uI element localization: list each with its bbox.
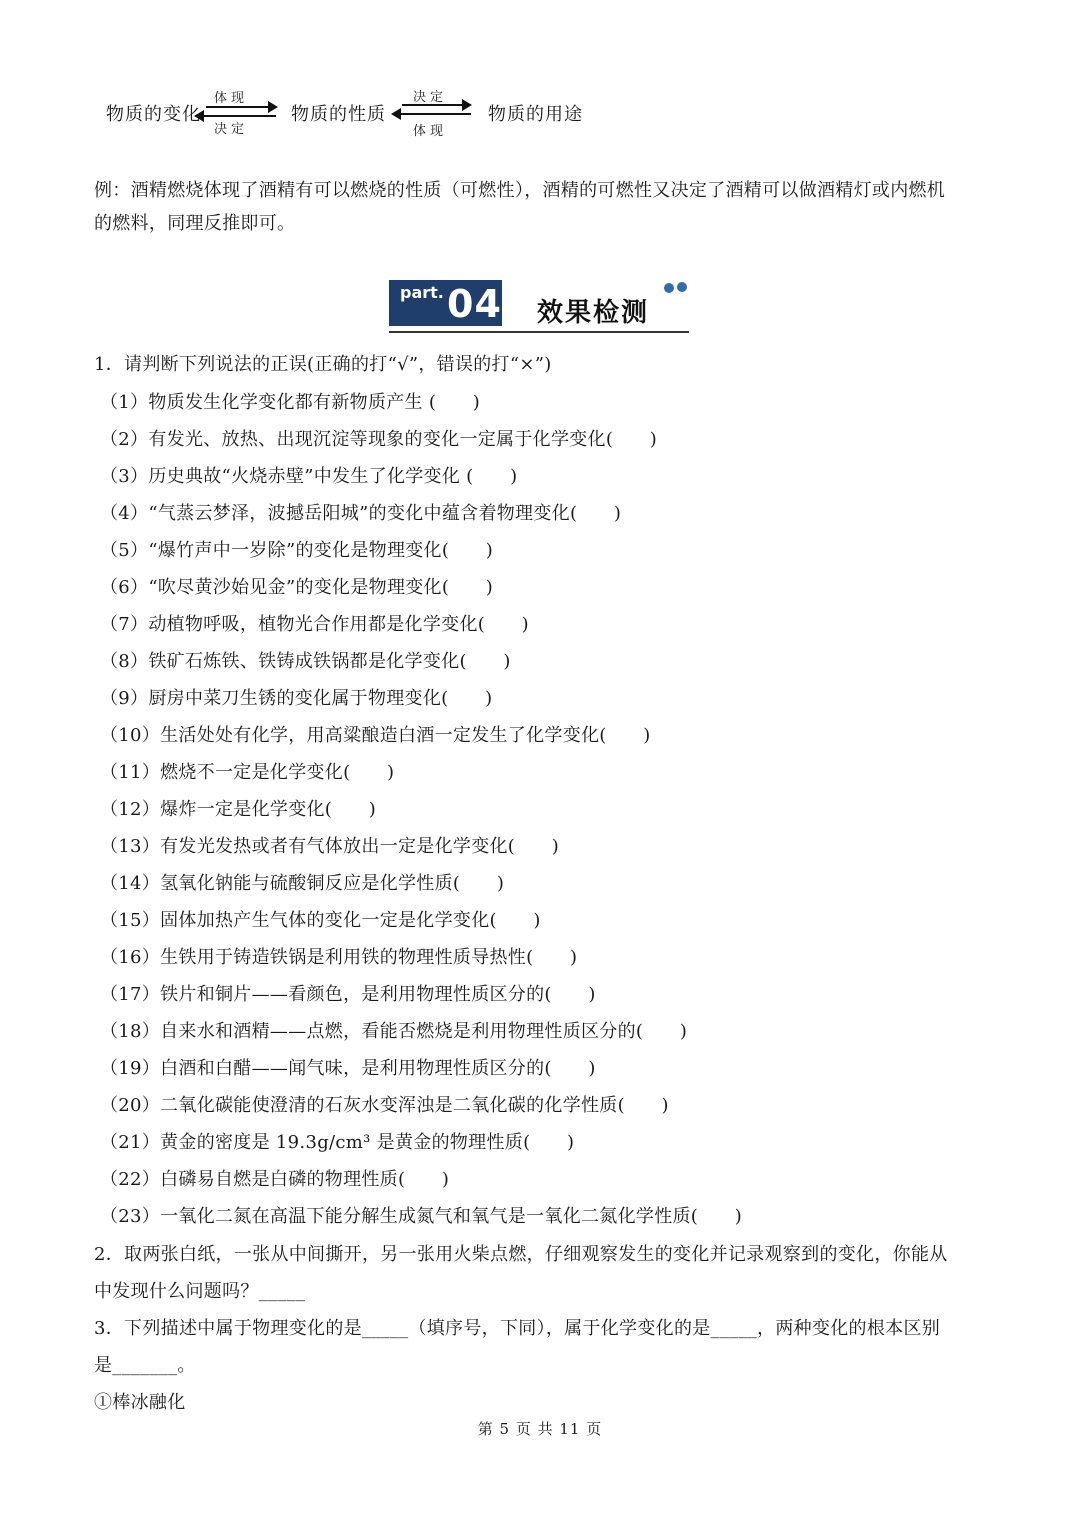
example-paragraph xyxy=(94,174,994,240)
arrow2-left xyxy=(393,113,471,115)
part-badge xyxy=(389,280,502,326)
question-3-option-1: ①棒冰融化 xyxy=(94,1392,186,1413)
list-item: （12）爆炸一定是化学变化( ) xyxy=(100,799,377,820)
decor-dot-icon xyxy=(677,282,687,292)
list-item: （13）有发光发热或者有气体放出一定是化学变化( ) xyxy=(100,836,560,857)
list-item: （18）自来水和酒精——点燃，看能否燃烧是利用物理性质区分的( ) xyxy=(100,1021,688,1042)
list-item: （17）铁片和铜片——看颜色，是利用物理性质区分的( ) xyxy=(100,984,596,1005)
part-number: 04 xyxy=(447,282,502,326)
diagram-node-use: 物质的用途 xyxy=(488,104,583,125)
list-item: （23）一氧化二氮在高温下能分解生成氮气和氧气是一氧化二氮化学性质( ) xyxy=(100,1206,743,1227)
section-divider xyxy=(389,331,689,333)
arrow1-right xyxy=(206,106,276,108)
list-item: （16）生铁用于铸造铁锅是利用铁的物理性质导热性( ) xyxy=(100,947,578,968)
list-item: （21）黄金的密度是 19.3g/cm³ 是黄金的物理性质( ) xyxy=(100,1132,575,1153)
diagram-node-property: 物质的性质 xyxy=(291,104,386,125)
arrow1-bottom-label: 决定 xyxy=(214,122,249,137)
list-item: （15）固体加热产生气体的变化一定是化学变化( ) xyxy=(100,910,541,931)
list-item: （6）“吹尽黄沙始见金”的变化是物理变化( ) xyxy=(100,577,494,598)
arrow2-right xyxy=(402,104,470,106)
list-item: （10）生活处处有化学，用高粱酿造白酒一定发生了化学变化( ) xyxy=(100,725,651,746)
example-line-1: 例：酒精燃烧体现了酒精有可以燃烧的性质（可燃性），酒精的可燃性又决定了酒精可以做酒精灯或内燃机 xyxy=(94,180,946,201)
list-item: （4）“气蒸云梦泽，波撼岳阳城”的变化中蕴含着物理变化( ) xyxy=(100,503,622,524)
list-item: （11）燃烧不一定是化学变化( ) xyxy=(100,762,395,783)
list-item: （1）物质发生化学变化都有新物质产生 ( ) xyxy=(100,392,481,413)
list-item: （5）“爆竹声中一岁除”的变化是物理变化( ) xyxy=(100,540,494,561)
question-2-line-2: 中发现什么问题吗？_____ xyxy=(94,1281,306,1302)
list-item: （20）二氧化碳能使澄清的石灰水变浑浊是二氧化碳的化学性质( ) xyxy=(100,1095,669,1116)
question-3-line-2: 是_______。 xyxy=(94,1355,196,1376)
arrow1-top-label: 体现 xyxy=(214,91,249,106)
list-item: （8）铁矿石炼铁、铁铸成铁锅都是化学变化( ) xyxy=(100,651,511,672)
page-footer: 第 5 页 共 11 页 xyxy=(477,1420,603,1438)
arrow2-bottom-label: 体现 xyxy=(413,124,448,139)
arrow2-top-label: 决定 xyxy=(413,90,448,105)
question-1-stem: 1．请判断下列说法的正误(正确的打“√”，错误的打“×”) xyxy=(94,354,552,375)
list-item: （2）有发光、放热、出现沉淀等现象的变化一定属于化学变化( ) xyxy=(100,429,658,450)
section-title: 效果检测 xyxy=(537,298,650,328)
decor-dot-icon xyxy=(664,283,674,293)
part-word: part. xyxy=(400,283,444,302)
list-item: （14）氢氧化钠能与硫酸铜反应是化学性质( ) xyxy=(100,873,505,894)
list-item: （7）动植物呼吸，植物光合作用都是化学变化( ) xyxy=(100,614,529,635)
list-item: （22）白磷易自燃是白磷的物理性质( ) xyxy=(100,1169,450,1190)
question-3-line-1: 3．下列描述中属于物理变化的是_____（填序号，下同），属于化学变化的是_____，两种变化的根本区别 xyxy=(94,1318,941,1339)
question-2-line-1: 2．取两张白纸，一张从中间撕开，另一张用火柴点燃，仔细观察发生的变化并记录观察到的变化，你能从 xyxy=(94,1244,948,1265)
list-item: （19）白酒和白醋——闻气味，是利用物理性质区分的( ) xyxy=(100,1058,596,1079)
diagram-node-change: 物质的变化 xyxy=(106,104,201,125)
list-item: （9）厨房中菜刀生锈的变化属于物理变化( ) xyxy=(100,688,493,709)
list-item: （3）历史典故“火烧赤壁”中发生了化学变化 ( ) xyxy=(100,466,518,487)
arrow1-left xyxy=(196,115,276,117)
example-line-2: 的燃料，同理反推即可。 xyxy=(94,213,296,234)
